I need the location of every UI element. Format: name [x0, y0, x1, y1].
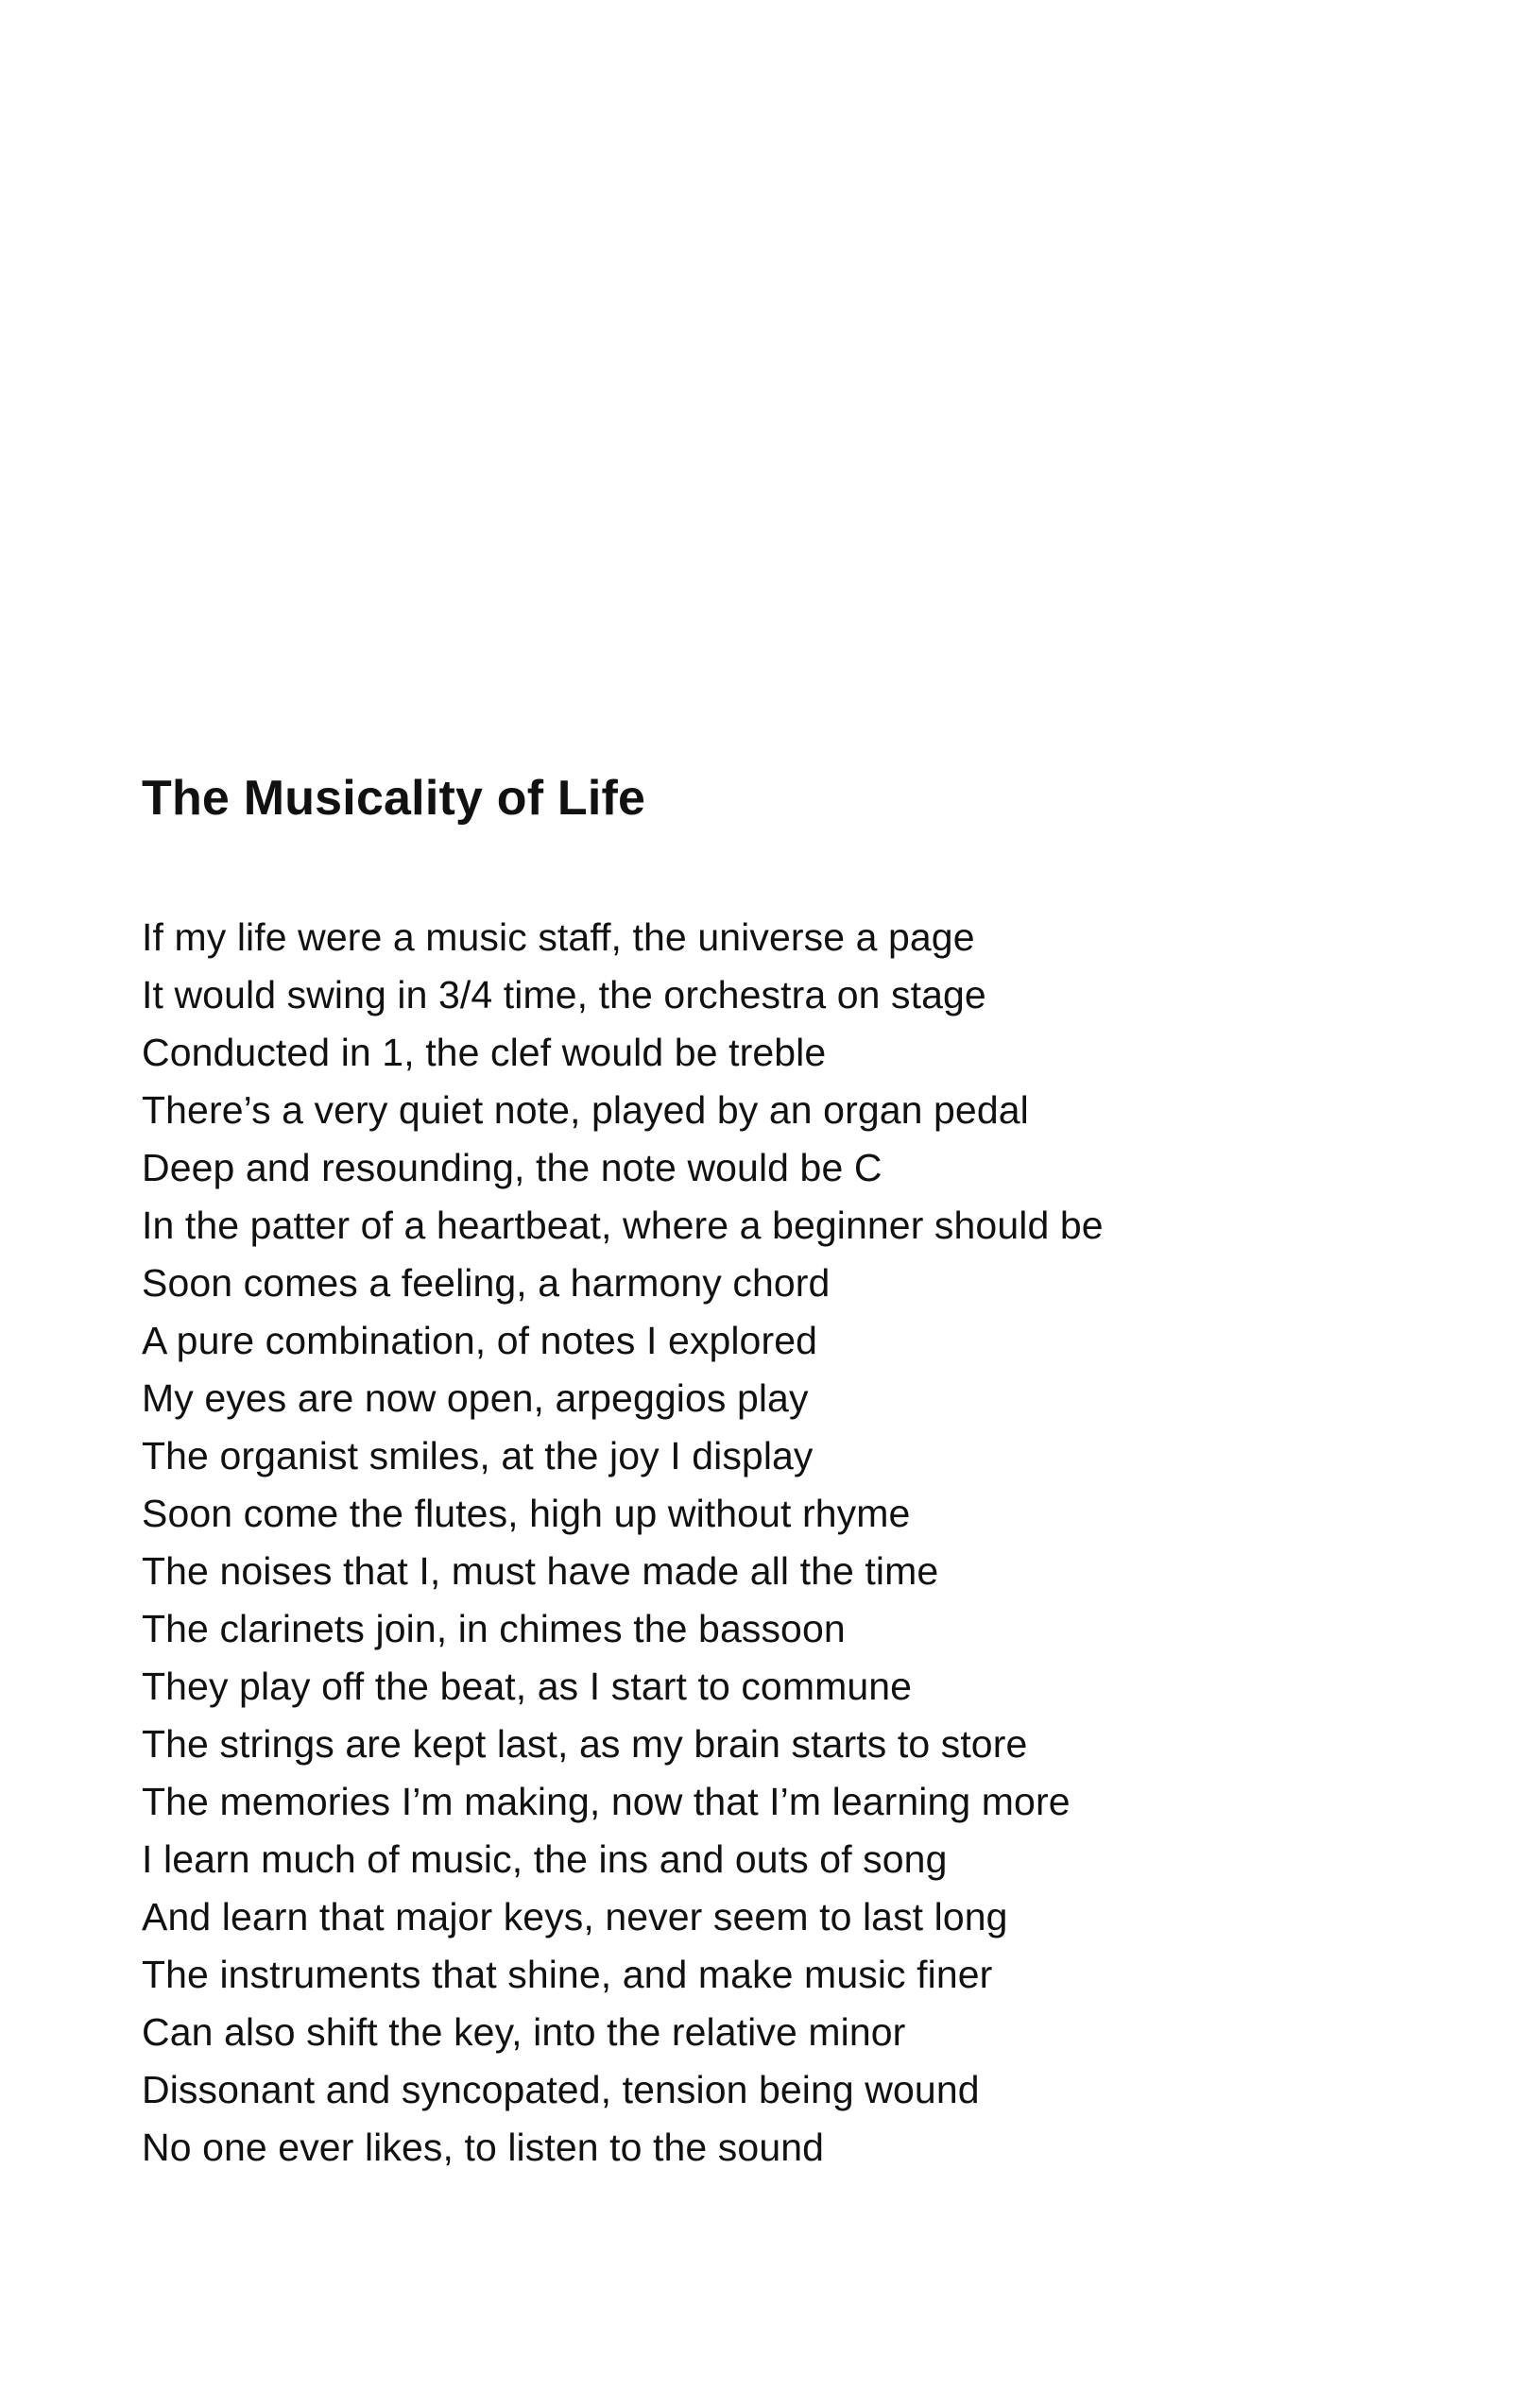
poem-line: The instruments that shine, and make music finer: [142, 1953, 993, 1996]
poem-line: No one ever likes, to listen to the sound: [142, 2126, 825, 2169]
poem-line: Dissonant and syncopated, tension being wound: [142, 2068, 980, 2111]
poem-line: I learn much of music, the ins and outs of song: [142, 1837, 948, 1881]
poem-line: Conducted in 1, the clef would be treble: [142, 1031, 827, 1074]
poem-line: In the patter of a heartbeat, where a beginner should be: [142, 1204, 1104, 1247]
poem-line: The memories I’m making, now that I’m learning more: [142, 1780, 1071, 1823]
poem-title: The Musicality of Life: [142, 771, 646, 826]
poem-line: There’s a very quiet note, played by an organ pedal: [142, 1088, 1029, 1132]
poem: [142, 765, 1370, 2169]
poem-line: Can also shift the key, into the relative minor: [142, 2010, 906, 2054]
poem-line: Deep and resounding, the note would be C: [142, 1146, 882, 1189]
poem-line: The clarinets join, in chimes the bassoon: [142, 1607, 846, 1650]
poem-line: A pure combination, of notes I explored: [142, 1319, 818, 1362]
poem-line: It would swing in 3/4 time, the orchestra on stage: [142, 973, 986, 1016]
poem-line: They play off the beat, as I start to commune: [142, 1665, 913, 1708]
poem-line: If my life were a music staff, the universe a page: [142, 915, 975, 959]
poem-line: Soon comes a feeling, a harmony chord: [142, 1261, 831, 1305]
poem-line: The strings are kept last, as my brain starts to store: [142, 1722, 1028, 1766]
poem-body: [142, 909, 1370, 2177]
poem-line: My eyes are now open, arpeggios play: [142, 1376, 809, 1420]
poem-line: Soon come the flutes, high up without rhyme: [142, 1492, 911, 1535]
poem-line: The organist smiles, at the joy I display: [142, 1434, 814, 1477]
poem-line: The noises that I, must have made all the time: [142, 1549, 939, 1593]
poem-line: And learn that major keys, never seem to last long: [142, 1895, 1008, 1938]
